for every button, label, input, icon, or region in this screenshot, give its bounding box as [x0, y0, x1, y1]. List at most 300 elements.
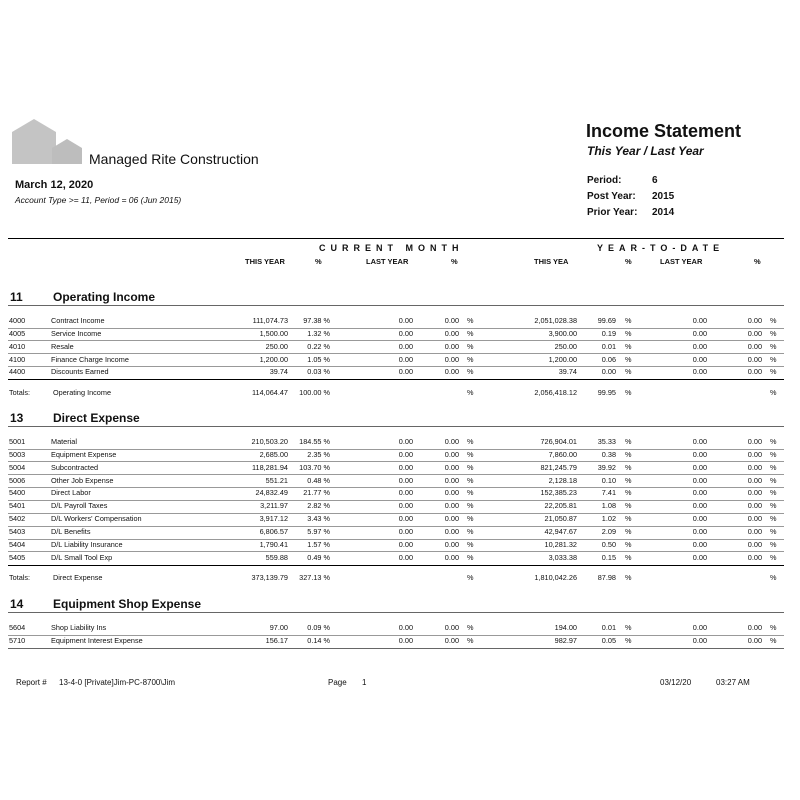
account-description: Equipment Interest Expense — [51, 635, 143, 645]
section-code: 14 — [10, 597, 24, 611]
cm-last-year-amount: 0.00 — [398, 354, 413, 364]
ytd-last-year-pct: 0.00 — [747, 341, 762, 351]
pct-sign: % — [770, 449, 777, 459]
ytd-last-year-pct: 0.00 — [747, 488, 762, 498]
section-name: Equipment Shop Expense — [53, 597, 202, 611]
cm-last-year-pct: 0.00 — [444, 514, 459, 524]
pct-sign: % — [625, 552, 632, 562]
pct-sign: % — [770, 635, 777, 645]
totals-ytd-amount: 1,810,042.26 — [534, 573, 577, 582]
pct-sign: % — [625, 539, 632, 549]
table-row — [0, 623, 800, 635]
ytd-last-year-pct: 0.00 — [747, 328, 762, 338]
totals-row — [0, 388, 800, 400]
cm-last-year-pct: 0.00 — [444, 316, 459, 325]
pct-sign: % — [625, 437, 632, 446]
account-number: 5001 — [9, 437, 26, 446]
ytd-amount: 2,051,028.38 — [534, 316, 577, 325]
section-divider — [8, 426, 784, 427]
cm-last-year-pct: 0.00 — [444, 488, 459, 498]
pct-sign: % — [625, 514, 632, 524]
ytd-last-year-amount: 0.00 — [692, 316, 707, 325]
current-month-amount: 1,500.00 — [259, 328, 288, 338]
ytd-last-year-pct: 0.00 — [747, 437, 762, 446]
meta-label-prior-year: Prior Year: — [587, 207, 638, 218]
account-number: 4010 — [9, 341, 26, 351]
pct-sign: % — [770, 539, 777, 549]
current-month-amount: 250.00 — [265, 341, 288, 351]
cm-last-year-pct: 0.00 — [444, 449, 459, 459]
cm-last-year-amount: 0.00 — [398, 341, 413, 351]
account-number: 5402 — [9, 514, 26, 524]
table-row — [0, 329, 800, 341]
current-month-amount: 97.00 — [269, 623, 288, 632]
account-number: 5403 — [9, 527, 26, 536]
account-number: 5404 — [9, 539, 26, 549]
current-month-pct: 0.09 % — [307, 623, 330, 632]
footer-report-id: 13-4-0 [Private]Jim-PC-8700\Jim — [59, 678, 176, 687]
table-row — [0, 488, 800, 500]
ytd-pct: 99.69 — [597, 316, 616, 325]
ytd-last-year-amount: 0.00 — [692, 328, 707, 338]
ytd-last-year-pct: 0.00 — [747, 475, 762, 485]
table-row — [0, 501, 800, 513]
footer-page-label: Page — [328, 678, 347, 687]
totals-label: Totals: — [9, 388, 31, 397]
ytd-last-year-amount: 0.00 — [692, 623, 707, 632]
meta-label-post-year: Post Year: — [587, 191, 636, 202]
pct-sign: % — [625, 635, 632, 645]
account-description: D/L Workers' Compensation — [51, 514, 142, 524]
pct-sign: % — [467, 514, 474, 524]
totals-ytd-pct: 99.95 — [597, 388, 616, 397]
current-month-pct: 2.35 % — [307, 449, 330, 459]
ytd-amount: 726,904.01 — [540, 437, 577, 446]
section-heading — [10, 411, 140, 425]
current-month-pct: 0.22 % — [307, 341, 330, 351]
table-row — [0, 527, 800, 539]
account-description: Shop Liability Ins — [51, 623, 107, 632]
col-cm-pct: % — [315, 257, 322, 266]
ytd-last-year-amount: 0.00 — [692, 539, 707, 549]
account-description: D/L Payroll Taxes — [51, 501, 108, 511]
ytd-last-year-amount: 0.00 — [692, 475, 707, 485]
ytd-last-year-amount: 0.00 — [692, 488, 707, 498]
pct-sign: % — [625, 501, 632, 511]
ytd-last-year-amount: 0.00 — [692, 449, 707, 459]
col-cm-ly-pct: % — [451, 257, 458, 266]
cm-last-year-pct: 0.00 — [444, 635, 459, 645]
account-description: Direct Labor — [51, 488, 91, 498]
pct-sign: % — [625, 488, 632, 498]
pct-sign: % — [625, 316, 632, 325]
pct-sign: % — [770, 552, 777, 562]
section-code: 11 — [10, 290, 23, 304]
totals-cm-amount: 373,139.79 — [251, 573, 288, 582]
ytd-amount: 21,050.87 — [544, 514, 577, 524]
current-month-pct: 97.38 % — [303, 316, 330, 325]
totals-cm-amount: 114,064.47 — [252, 388, 288, 397]
pct-sign: % — [625, 527, 632, 536]
pct-sign: % — [467, 539, 474, 549]
table-row — [0, 342, 800, 354]
ytd-last-year-amount: 0.00 — [692, 437, 707, 446]
table-end-divider — [8, 648, 784, 649]
ytd-pct: 0.15 — [601, 552, 616, 562]
totals-divider — [8, 379, 784, 380]
cm-last-year-pct: 0.00 — [444, 437, 459, 446]
ytd-last-year-amount: 0.00 — [692, 635, 707, 645]
pct-sign: % — [625, 388, 632, 397]
current-month-amount: 24,832.49 — [255, 488, 288, 498]
current-month-amount: 2,685.00 — [259, 449, 288, 459]
ytd-pct: 7.41 — [601, 488, 616, 498]
pct-sign: % — [467, 328, 474, 338]
current-month-pct: 1.57 % — [307, 539, 330, 549]
pct-sign: % — [770, 316, 777, 325]
pct-sign: % — [467, 573, 474, 582]
table-row — [0, 437, 800, 449]
pct-sign: % — [467, 437, 474, 446]
section-heading — [10, 597, 202, 611]
meta-value-prior-year: 2014 — [652, 207, 675, 218]
account-description: Resale — [51, 341, 74, 351]
pct-sign: % — [467, 367, 474, 377]
current-month-pct: 21.77 % — [303, 488, 330, 498]
ytd-amount: 1,200.00 — [548, 354, 577, 364]
current-month-pct: 1.05 % — [307, 354, 330, 364]
cm-last-year-amount: 0.00 — [398, 527, 413, 536]
account-description: D/L Benefits — [51, 527, 91, 536]
section-name: Operating Income — [53, 290, 156, 304]
ytd-pct: 0.01 — [601, 623, 616, 632]
col-ytd-this-year: THIS YEA — [534, 257, 569, 266]
totals-name: Direct Expense — [53, 573, 103, 582]
ytd-pct: 2.09 — [601, 527, 616, 536]
pct-sign: % — [467, 449, 474, 459]
footer-date: 03/12/20 — [660, 678, 692, 687]
ytd-amount: 22,205.81 — [544, 501, 577, 511]
ytd-amount: 194.00 — [554, 623, 577, 632]
ytd-last-year-amount: 0.00 — [692, 527, 707, 536]
table-row — [0, 463, 800, 475]
account-description: Finance Charge Income — [51, 354, 129, 364]
cm-last-year-pct: 0.00 — [444, 623, 459, 632]
ytd-last-year-amount: 0.00 — [692, 462, 707, 472]
pct-sign: % — [467, 501, 474, 511]
cm-last-year-amount: 0.00 — [398, 462, 413, 472]
totals-ytd-pct: 87.98 — [597, 573, 616, 582]
report-date: March 12, 2020 — [15, 179, 94, 191]
cm-last-year-amount: 0.00 — [398, 475, 413, 485]
table-row — [0, 367, 800, 379]
pct-sign: % — [625, 328, 632, 338]
pct-sign: % — [467, 623, 474, 632]
table-row — [0, 553, 800, 565]
cm-last-year-pct: 0.00 — [444, 501, 459, 511]
pct-sign: % — [770, 488, 777, 498]
account-description: Equipment Expense — [51, 449, 117, 459]
section-code: 13 — [10, 411, 24, 425]
totals-divider — [8, 565, 784, 566]
pct-sign: % — [625, 341, 632, 351]
ytd-amount: 250.00 — [554, 341, 577, 351]
pct-sign: % — [467, 462, 474, 472]
cm-last-year-amount: 0.00 — [398, 623, 413, 632]
totals-name: Operating Income — [53, 388, 112, 397]
ytd-pct: 0.05 — [601, 635, 616, 645]
cm-last-year-amount: 0.00 — [398, 635, 413, 645]
current-month-amount: 559.88 — [265, 552, 288, 562]
ytd-last-year-pct: 0.00 — [747, 501, 762, 511]
ytd-last-year-amount: 0.00 — [692, 552, 707, 562]
account-description: Discounts Earned — [51, 367, 109, 377]
ytd-amount: 2,128.18 — [548, 475, 577, 485]
pct-sign: % — [770, 367, 777, 377]
account-number: 5006 — [9, 475, 26, 485]
meta-label-period: Period: — [587, 175, 622, 186]
current-month-amount: 111,074.73 — [252, 316, 288, 325]
pct-sign: % — [770, 328, 777, 338]
table-row — [0, 355, 800, 367]
ytd-last-year-pct: 0.00 — [747, 623, 762, 632]
account-description: Contract Income — [51, 316, 105, 325]
ytd-last-year-pct: 0.00 — [747, 462, 762, 472]
pct-sign: % — [625, 354, 632, 364]
account-number: 5405 — [9, 552, 26, 562]
pct-sign: % — [770, 354, 777, 364]
pct-sign: % — [770, 501, 777, 511]
current-month-amount: 6,806.57 — [259, 527, 288, 536]
pct-sign: % — [625, 623, 632, 632]
cm-last-year-amount: 0.00 — [398, 501, 413, 511]
current-month-pct: 0.14 % — [307, 635, 330, 645]
table-row — [0, 636, 800, 648]
company-logo — [12, 118, 84, 164]
cm-last-year-amount: 0.00 — [398, 514, 413, 524]
footer-report-label: Report # — [16, 678, 47, 687]
ytd-amount: 39.74 — [558, 367, 577, 377]
current-month-amount: 39.74 — [269, 367, 288, 377]
table-row — [0, 476, 800, 488]
ytd-pct: 0.00 — [601, 367, 616, 377]
col-ytd-pct: % — [625, 257, 632, 266]
current-month-amount: 210,503.20 — [251, 437, 288, 446]
col-cm-last-year: LAST YEAR — [366, 257, 409, 266]
cm-last-year-pct: 0.00 — [444, 462, 459, 472]
pct-sign: % — [770, 527, 777, 536]
pct-sign: % — [625, 449, 632, 459]
pct-sign: % — [467, 635, 474, 645]
account-description: Service Income — [51, 328, 102, 338]
cm-last-year-pct: 0.00 — [444, 552, 459, 562]
totals-label: Totals: — [9, 573, 31, 582]
section-heading — [10, 290, 156, 304]
col-this-year: THIS YEAR — [245, 257, 285, 266]
ytd-pct: 0.50 — [601, 539, 616, 549]
account-number: 5003 — [9, 449, 26, 459]
cm-last-year-amount: 0.00 — [398, 449, 413, 459]
account-number: 4400 — [9, 367, 26, 377]
col-ytd-last-year: LAST YEAR — [660, 257, 703, 266]
current-month-pct: 0.48 % — [307, 475, 330, 485]
account-description: Other Job Expense — [51, 475, 114, 485]
ytd-last-year-amount: 0.00 — [692, 367, 707, 377]
pct-sign: % — [770, 573, 777, 582]
ytd-pct: 1.08 — [601, 501, 616, 511]
cm-last-year-amount: 0.00 — [398, 437, 413, 446]
ytd-pct: 0.06 — [601, 354, 616, 364]
ytd-amount: 7,860.00 — [548, 449, 577, 459]
pct-sign: % — [770, 341, 777, 351]
section-name: Direct Expense — [53, 411, 140, 425]
table-row — [0, 540, 800, 552]
ytd-pct: 35.33 — [597, 437, 616, 446]
cm-last-year-pct: 0.00 — [444, 367, 459, 377]
section-divider — [8, 612, 784, 613]
current-month-amount: 156.17 — [265, 635, 288, 645]
cm-last-year-amount: 0.00 — [398, 367, 413, 377]
report-criteria: Account Type >= 11, Period = 06 (Jun 2015) — [15, 195, 182, 205]
account-number: 5401 — [9, 501, 26, 511]
current-month-amount: 551.21 — [265, 475, 288, 485]
account-number: 5004 — [9, 462, 26, 472]
current-month-pct: 2.82 % — [307, 501, 330, 511]
cm-last-year-pct: 0.00 — [444, 328, 459, 338]
report-subtitle: This Year / Last Year — [587, 144, 704, 158]
pct-sign: % — [467, 552, 474, 562]
current-month-header: CURRENT MONTH — [319, 243, 464, 253]
current-month-pct: 5.97 % — [307, 527, 330, 536]
table-row — [0, 316, 800, 328]
footer-time: 03:27 AM — [716, 678, 750, 687]
ytd-last-year-pct: 0.00 — [747, 635, 762, 645]
pct-sign: % — [625, 475, 632, 485]
pct-sign: % — [770, 388, 777, 397]
pct-sign: % — [770, 514, 777, 524]
header-divider — [8, 238, 784, 239]
meta-value-post-year: 2015 — [652, 191, 675, 202]
pct-sign: % — [467, 388, 474, 397]
ytd-amount: 3,900.00 — [548, 328, 577, 338]
pct-sign: % — [625, 462, 632, 472]
current-month-pct: 0.03 % — [307, 367, 330, 377]
ytd-last-year-amount: 0.00 — [692, 341, 707, 351]
ytd-last-year-pct: 0.00 — [747, 354, 762, 364]
ytd-last-year-amount: 0.00 — [692, 354, 707, 364]
totals-row — [0, 573, 800, 585]
ytd-last-year-pct: 0.00 — [747, 316, 762, 325]
ytd-last-year-pct: 0.00 — [747, 367, 762, 377]
section-divider — [8, 305, 784, 306]
current-month-amount: 3,917.12 — [259, 514, 288, 524]
account-number: 5400 — [9, 488, 26, 498]
cm-last-year-amount: 0.00 — [398, 328, 413, 338]
pct-sign: % — [467, 316, 474, 325]
ytd-pct: 1.02 — [601, 514, 616, 524]
pct-sign: % — [467, 475, 474, 485]
table-row — [0, 450, 800, 462]
pct-sign: % — [625, 573, 632, 582]
meta-value-period: 6 — [652, 175, 658, 186]
ytd-last-year-pct: 0.00 — [747, 539, 762, 549]
current-month-pct: 3.43 % — [307, 514, 330, 524]
ytd-pct: 0.10 — [601, 475, 616, 485]
pct-sign: % — [467, 527, 474, 536]
ytd-last-year-amount: 0.00 — [692, 514, 707, 524]
ytd-pct: 0.38 — [601, 449, 616, 459]
pct-sign: % — [770, 437, 777, 446]
pct-sign: % — [770, 462, 777, 472]
ytd-last-year-amount: 0.00 — [692, 501, 707, 511]
cm-last-year-pct: 0.00 — [444, 341, 459, 351]
pct-sign: % — [770, 623, 777, 632]
table-row — [0, 514, 800, 526]
current-month-amount: 1,790.41 — [259, 539, 288, 549]
account-number: 5604 — [9, 623, 26, 632]
cm-last-year-amount: 0.00 — [398, 539, 413, 549]
current-month-amount: 1,200.00 — [259, 354, 288, 364]
col-ytd-ly-pct: % — [754, 257, 761, 266]
account-description: D/L Liability Insurance — [51, 539, 123, 549]
account-number: 5710 — [9, 635, 26, 645]
pct-sign: % — [467, 341, 474, 351]
totals-cm-pct: 100.00 % — [299, 388, 330, 397]
cm-last-year-pct: 0.00 — [444, 527, 459, 536]
current-month-pct: 0.49 % — [307, 552, 330, 562]
current-month-amount: 3,211.97 — [260, 501, 288, 511]
ytd-amount: 10,281.32 — [544, 539, 577, 549]
ytd-pct: 39.92 — [597, 462, 616, 472]
ytd-pct: 0.19 — [601, 328, 616, 338]
ytd-amount: 982.97 — [554, 635, 577, 645]
cm-last-year-amount: 0.00 — [398, 316, 413, 325]
account-description: Subcontracted — [51, 462, 99, 472]
ytd-header: YEAR-TO-DATE — [597, 243, 725, 253]
account-number: 4100 — [9, 354, 26, 364]
pct-sign: % — [625, 367, 632, 377]
pct-sign: % — [770, 475, 777, 485]
company-name: Managed Rite Construction — [89, 151, 259, 167]
ytd-amount: 42,947.67 — [544, 527, 577, 536]
account-description: Material — [51, 437, 77, 446]
cm-last-year-pct: 0.00 — [444, 475, 459, 485]
ytd-last-year-pct: 0.00 — [747, 552, 762, 562]
ytd-amount: 821,245.79 — [540, 462, 577, 472]
ytd-last-year-pct: 0.00 — [747, 527, 762, 536]
report-title: Income Statement — [586, 121, 742, 141]
current-month-amount: 118,281.94 — [252, 462, 288, 472]
cm-last-year-amount: 0.00 — [398, 552, 413, 562]
account-description: D/L Small Tool Exp — [51, 552, 113, 562]
ytd-amount: 3,033.38 — [548, 552, 577, 562]
pct-sign: % — [467, 488, 474, 498]
cm-last-year-amount: 0.00 — [398, 488, 413, 498]
ytd-amount: 152,385.23 — [540, 488, 577, 498]
cm-last-year-pct: 0.00 — [444, 354, 459, 364]
current-month-pct: 184.55 % — [299, 437, 330, 446]
current-month-pct: 103.70 % — [299, 462, 330, 472]
ytd-last-year-pct: 0.00 — [747, 514, 762, 524]
totals-ytd-amount: 2,056,418.12 — [534, 388, 577, 397]
footer-page-number: 1 — [362, 678, 367, 687]
cm-last-year-pct: 0.00 — [444, 539, 459, 549]
ytd-pct: 0.01 — [601, 341, 616, 351]
pct-sign: % — [467, 354, 474, 364]
ytd-last-year-pct: 0.00 — [747, 449, 762, 459]
account-number: 4000 — [9, 316, 26, 325]
account-number: 4005 — [9, 328, 26, 338]
